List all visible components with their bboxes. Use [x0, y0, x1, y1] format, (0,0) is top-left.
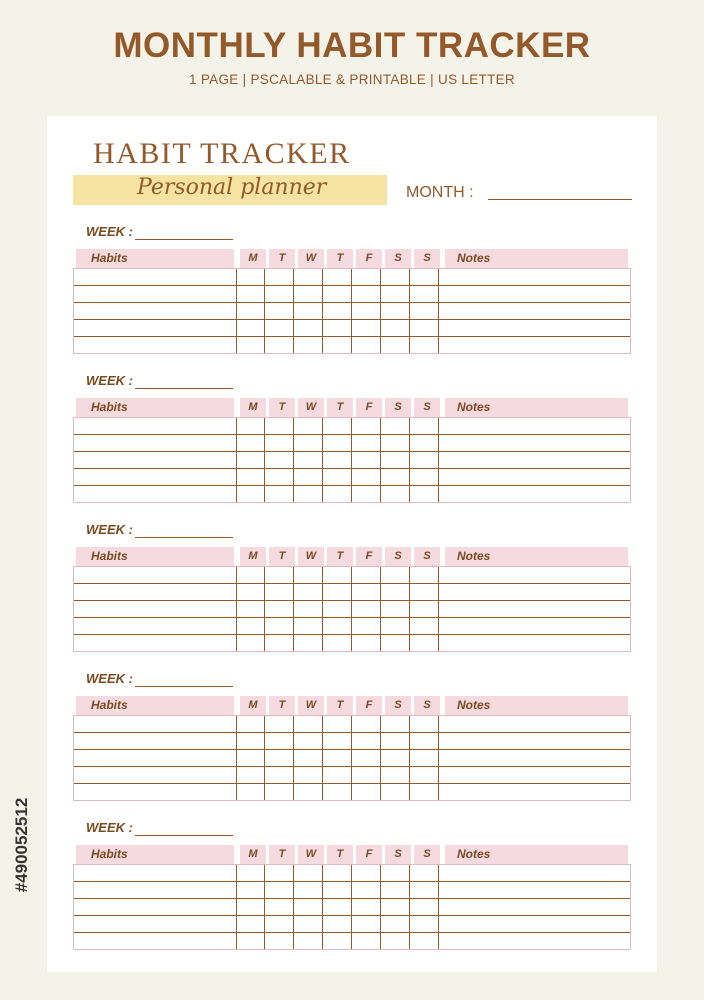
grid-column-line	[293, 269, 294, 353]
grid-column-line	[351, 269, 352, 353]
day-header: S	[385, 398, 411, 417]
habits-header: Habits	[76, 249, 234, 268]
day-header: T	[269, 845, 295, 864]
day-header: W	[298, 547, 324, 566]
day-header: F	[356, 547, 382, 566]
day-header: M	[240, 845, 266, 864]
banner-title: MONTHLY HABIT TRACKER	[113, 26, 591, 65]
grid-column-line	[409, 418, 410, 502]
day-header: M	[240, 249, 266, 268]
grid-column-line	[293, 567, 294, 651]
notes-header: Notes	[445, 696, 628, 715]
day-header: S	[414, 845, 440, 864]
grid-row-line	[74, 634, 630, 635]
grid-column-line	[293, 865, 294, 949]
grid-row-line	[74, 302, 630, 303]
month-input-line[interactable]	[488, 199, 632, 200]
habits-header: Habits	[76, 696, 234, 715]
day-header: S	[385, 845, 411, 864]
week-label: WEEK :	[86, 671, 133, 686]
grid-column-line	[236, 716, 237, 800]
grid-column-line	[264, 716, 265, 800]
week-block	[47, 522, 657, 662]
grid-column-line	[322, 716, 323, 800]
grid-column-line	[380, 865, 381, 949]
month-label: MONTH :	[406, 184, 474, 201]
grid-row-line	[74, 783, 630, 784]
day-header: S	[385, 249, 411, 268]
day-header: T	[269, 249, 295, 268]
grid-column-line	[409, 716, 410, 800]
grid-column-line	[351, 716, 352, 800]
week-block	[47, 671, 657, 811]
grid-column-line	[322, 269, 323, 353]
notes-header: Notes	[445, 845, 628, 864]
grid-column-line	[409, 269, 410, 353]
grid-column-line	[264, 865, 265, 949]
day-header: F	[356, 845, 382, 864]
day-header: M	[240, 696, 266, 715]
grid-column-line	[351, 865, 352, 949]
day-header: W	[298, 398, 324, 417]
week-label: WEEK :	[86, 820, 133, 835]
grid-column-line	[438, 567, 439, 651]
stock-id-watermark	[11, 765, 33, 925]
grid-row-line	[74, 451, 630, 452]
day-header: T	[327, 398, 353, 417]
grid-column-line	[380, 269, 381, 353]
day-header: T	[327, 249, 353, 268]
grid-column-line	[351, 567, 352, 651]
grid-column-line	[264, 269, 265, 353]
grid-column-line	[236, 567, 237, 651]
habit-grid[interactable]	[73, 566, 631, 652]
grid-row-line	[74, 881, 630, 882]
week-block	[47, 224, 657, 364]
grid-row-line	[74, 617, 630, 618]
stock-id-text: #490052512	[12, 797, 31, 893]
day-header: F	[356, 696, 382, 715]
sheet-subtitle: Personal planner	[137, 175, 327, 200]
grid-column-line	[438, 716, 439, 800]
grid-column-line	[236, 418, 237, 502]
sheet-title: HABIT TRACKER	[93, 137, 351, 170]
day-header: S	[385, 547, 411, 566]
habit-grid[interactable]	[73, 864, 631, 950]
grid-row-line	[74, 319, 630, 320]
grid-column-line	[293, 418, 294, 502]
week-label: WEEK :	[86, 373, 133, 388]
grid-row-line	[74, 749, 630, 750]
day-header: T	[269, 547, 295, 566]
grid-row-line	[74, 600, 630, 601]
day-header: T	[269, 696, 295, 715]
week-label: WEEK :	[86, 224, 133, 239]
grid-column-line	[438, 418, 439, 502]
week-input-line[interactable]	[135, 537, 233, 538]
day-header: W	[298, 696, 324, 715]
habits-header: Habits	[76, 547, 234, 566]
grid-column-line	[380, 716, 381, 800]
grid-column-line	[438, 269, 439, 353]
day-header: S	[414, 696, 440, 715]
week-label: WEEK :	[86, 522, 133, 537]
habit-grid[interactable]	[73, 268, 631, 354]
day-header: T	[269, 398, 295, 417]
grid-column-line	[236, 269, 237, 353]
grid-column-line	[264, 567, 265, 651]
banner-subtitle: 1 PAGE | PSCALABLE & PRINTABLE | US LETTER	[189, 72, 515, 87]
habits-header: Habits	[76, 845, 234, 864]
planner-sheet	[47, 116, 657, 972]
day-header: F	[356, 249, 382, 268]
notes-header: Notes	[445, 398, 628, 417]
grid-column-line	[264, 418, 265, 502]
grid-column-line	[409, 865, 410, 949]
grid-row-line	[74, 732, 630, 733]
grid-column-line	[380, 418, 381, 502]
grid-column-line	[351, 418, 352, 502]
notes-header: Notes	[445, 547, 628, 566]
week-block	[47, 373, 657, 513]
notes-header: Notes	[445, 249, 628, 268]
habit-grid[interactable]	[73, 715, 631, 801]
day-header: W	[298, 845, 324, 864]
day-header: T	[327, 547, 353, 566]
habits-header: Habits	[76, 398, 234, 417]
grid-row-line	[74, 766, 630, 767]
grid-column-line	[438, 865, 439, 949]
grid-row-line	[74, 915, 630, 916]
habit-grid[interactable]	[73, 417, 631, 503]
grid-row-line	[74, 485, 630, 486]
grid-column-line	[322, 865, 323, 949]
day-header: S	[414, 249, 440, 268]
week-input-line[interactable]	[135, 835, 233, 836]
grid-column-line	[322, 418, 323, 502]
week-input-line[interactable]	[135, 686, 233, 687]
day-header: T	[327, 845, 353, 864]
grid-row-line	[74, 898, 630, 899]
grid-row-line	[74, 336, 630, 337]
grid-column-line	[380, 567, 381, 651]
day-header: S	[385, 696, 411, 715]
week-input-line[interactable]	[135, 239, 233, 240]
day-header: S	[414, 398, 440, 417]
grid-row-line	[74, 285, 630, 286]
grid-column-line	[293, 716, 294, 800]
grid-column-line	[409, 567, 410, 651]
grid-row-line	[74, 468, 630, 469]
day-header: S	[414, 547, 440, 566]
week-block	[47, 820, 657, 960]
day-header: M	[240, 398, 266, 417]
day-header: W	[298, 249, 324, 268]
day-header: T	[327, 696, 353, 715]
week-input-line[interactable]	[135, 388, 233, 389]
grid-row-line	[74, 932, 630, 933]
grid-row-line	[74, 583, 630, 584]
grid-column-line	[322, 567, 323, 651]
day-header: M	[240, 547, 266, 566]
day-header: F	[356, 398, 382, 417]
grid-column-line	[236, 865, 237, 949]
grid-row-line	[74, 434, 630, 435]
